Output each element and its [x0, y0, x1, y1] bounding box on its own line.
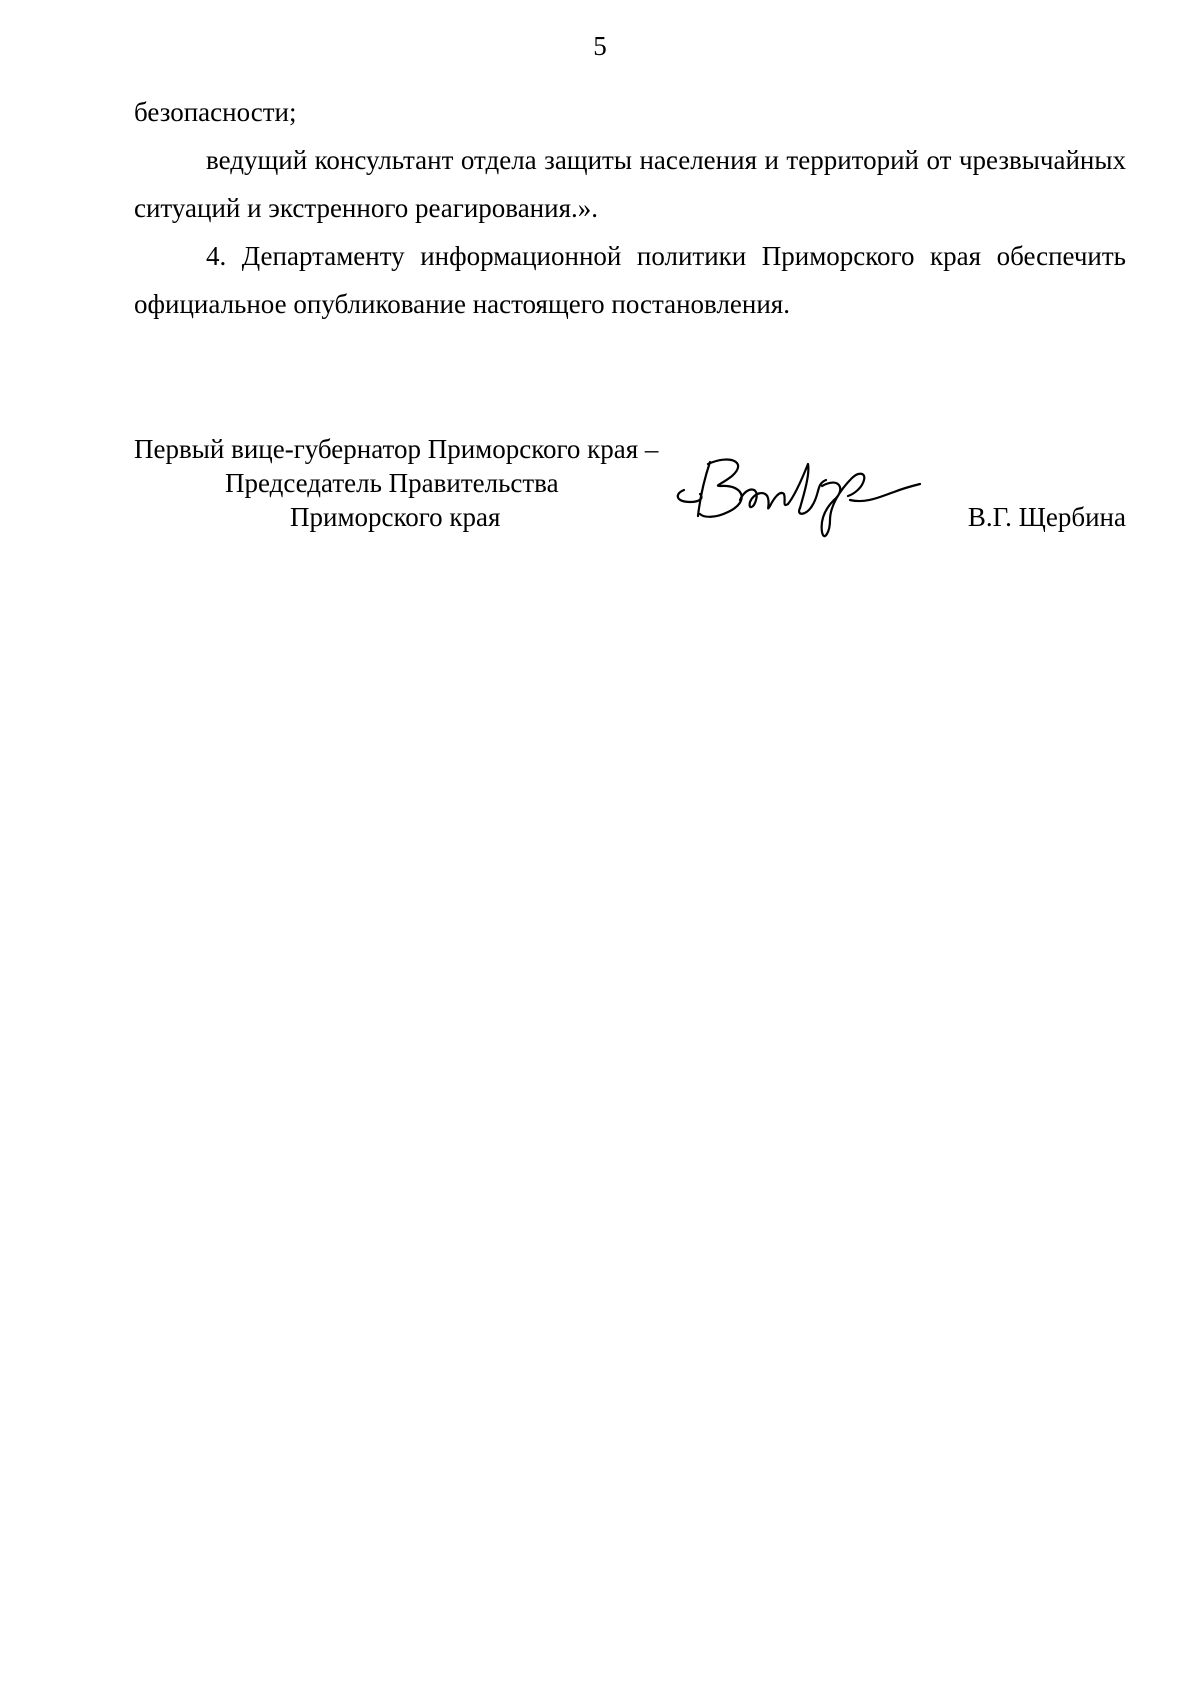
page-number: 5	[593, 31, 607, 61]
paragraph-continuation: безопасности;	[134, 97, 297, 127]
signatory-name: В.Г. Щербина	[967, 502, 1126, 532]
paragraph-item-4: 4. Департаменту информационной политики Приморского края обеспечить официальное опубликование настоящего постановления.	[134, 241, 1126, 319]
handwritten-signature-icon	[670, 450, 940, 550]
signatory-title-line-2: Председатель Правительства	[225, 468, 559, 498]
signatory-title-line-1: Первый вице-губернатор Приморского края –	[134, 434, 659, 464]
document-body	[134, 88, 1126, 328]
signatory-title-line-3: Приморского края	[290, 502, 501, 532]
paragraph-leading-consultant: ведущий консультант отдела защиты населения и территорий от чрезвычайных ситуаций и экстренного реагирования.».	[134, 145, 1126, 223]
